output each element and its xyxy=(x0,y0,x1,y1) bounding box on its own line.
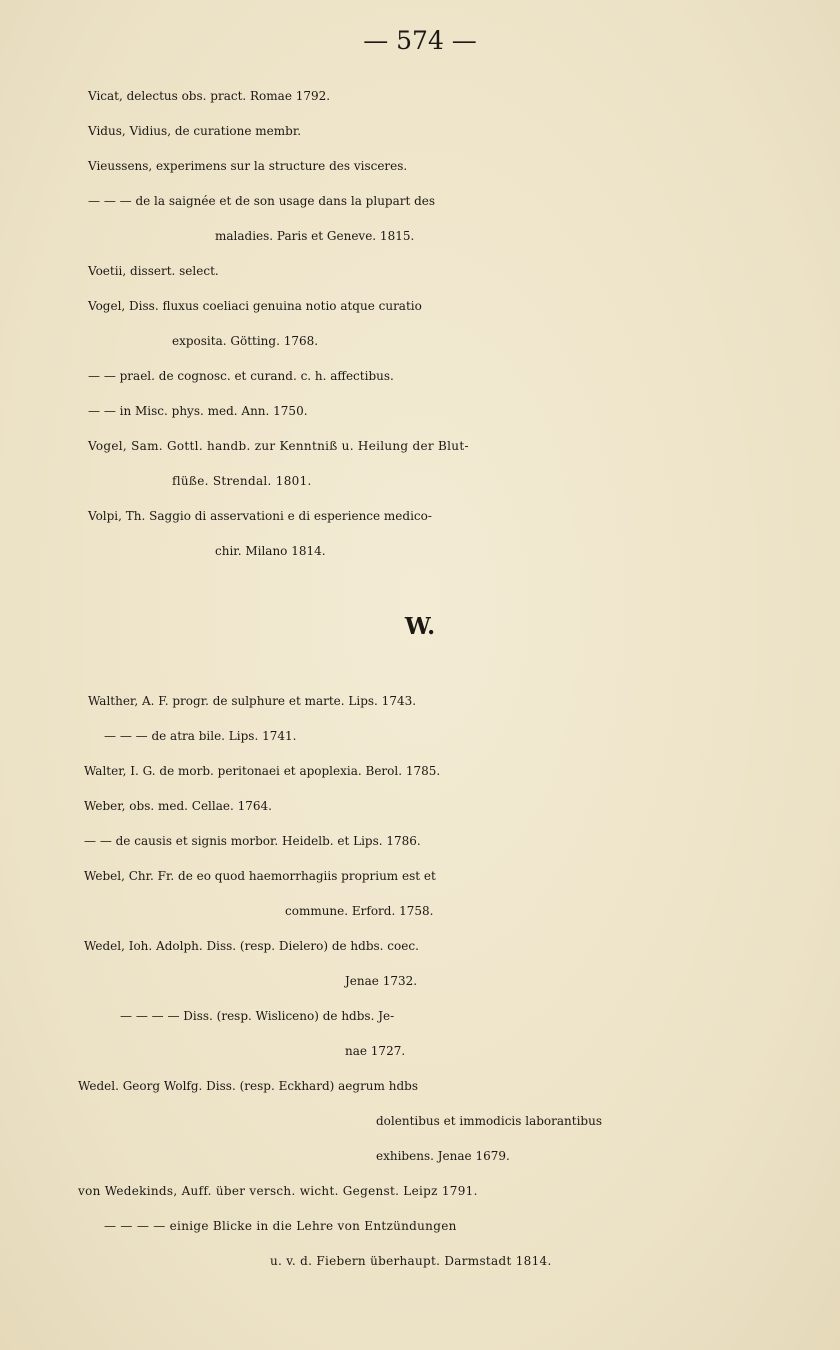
entry-line: — — — — Diss. (resp. Wisliceno) de hdbs. Je- xyxy=(120,1009,395,1023)
entry-line-continued: exposita. Götting. 1768. xyxy=(172,334,319,348)
entry-line-continued: dolentibus et immodicis laborantibus xyxy=(376,1114,602,1128)
section-heading: W. xyxy=(404,613,436,640)
entry-line: Vidus, Vidius, de curatione membr. xyxy=(88,124,302,138)
entry-line: Vogel, Sam. Gottl. handb. zur Kenntniß u. Heilung der Blut- xyxy=(88,439,469,453)
entry-line-continued: Jenae 1732. xyxy=(345,974,418,988)
entry-line: — — prael. de cognosc. et curand. c. h. affectibus. xyxy=(88,369,394,383)
entry-line: — — de causis et signis morbor. Heidelb. et Lips. 1786. xyxy=(84,834,421,848)
entry-line-continued: commune. Erford. 1758. xyxy=(285,904,434,918)
entry-line: — — — de la saignée et de son usage dans la plupart des xyxy=(88,194,436,208)
entry-line: Vieussens, experimens sur la structure des visceres. xyxy=(88,159,408,173)
entry-line: Wedel. Georg Wolfg. Diss. (resp. Eckhard) aegrum hdbs xyxy=(78,1079,418,1093)
entry-line: Volpi, Th. Saggio di asservationi e di esperience medico- xyxy=(88,509,432,523)
entry-line: Webel, Chr. Fr. de eo quod haemorrhagiis proprium est et xyxy=(84,869,436,883)
entry-line: Vogel, Diss. fluxus coeliaci genuina notio atque curatio xyxy=(88,299,422,313)
entry-line-continued: nae 1727. xyxy=(345,1044,406,1058)
entry-line: Walther, A. F. progr. de sulphure et marte. Lips. 1743. xyxy=(88,694,417,708)
entry-line: Walter, I. G. de morb. peritonaei et apoplexia. Berol. 1785. xyxy=(84,764,441,778)
entry-line: — — — de atra bile. Lips. 1741. xyxy=(104,729,297,743)
entry-line: Weber, obs. med. Cellae. 1764. xyxy=(84,799,272,813)
entry-line-continued: flüße. Strendal. 1801. xyxy=(172,474,312,488)
page-number: — 574 — xyxy=(363,26,477,55)
entry-line: Voetii, dissert. select. xyxy=(88,264,219,278)
entry-line: Vicat, delectus obs. pract. Romae 1792. xyxy=(88,89,331,103)
entry-line-continued: u. v. d. Fiebern überhaupt. Darmstadt 1814. xyxy=(270,1254,552,1268)
entry-line-continued: exhibens. Jenae 1679. xyxy=(376,1149,510,1163)
entry-line: von Wedekinds, Auff. über versch. wicht. Gegenst. Leipz 1791. xyxy=(78,1184,478,1198)
entry-line-continued: chir. Milano 1814. xyxy=(215,544,326,558)
entry-line: — — — — einige Blicke in die Lehre von Entzündungen xyxy=(104,1219,457,1233)
entry-line: — — in Misc. phys. med. Ann. 1750. xyxy=(88,404,308,418)
entry-line: Wedel, Ioh. Adolph. Diss. (resp. Dielero) de hdbs. coec. xyxy=(84,939,419,953)
entry-line-continued: maladies. Paris et Geneve. 1815. xyxy=(215,229,415,243)
